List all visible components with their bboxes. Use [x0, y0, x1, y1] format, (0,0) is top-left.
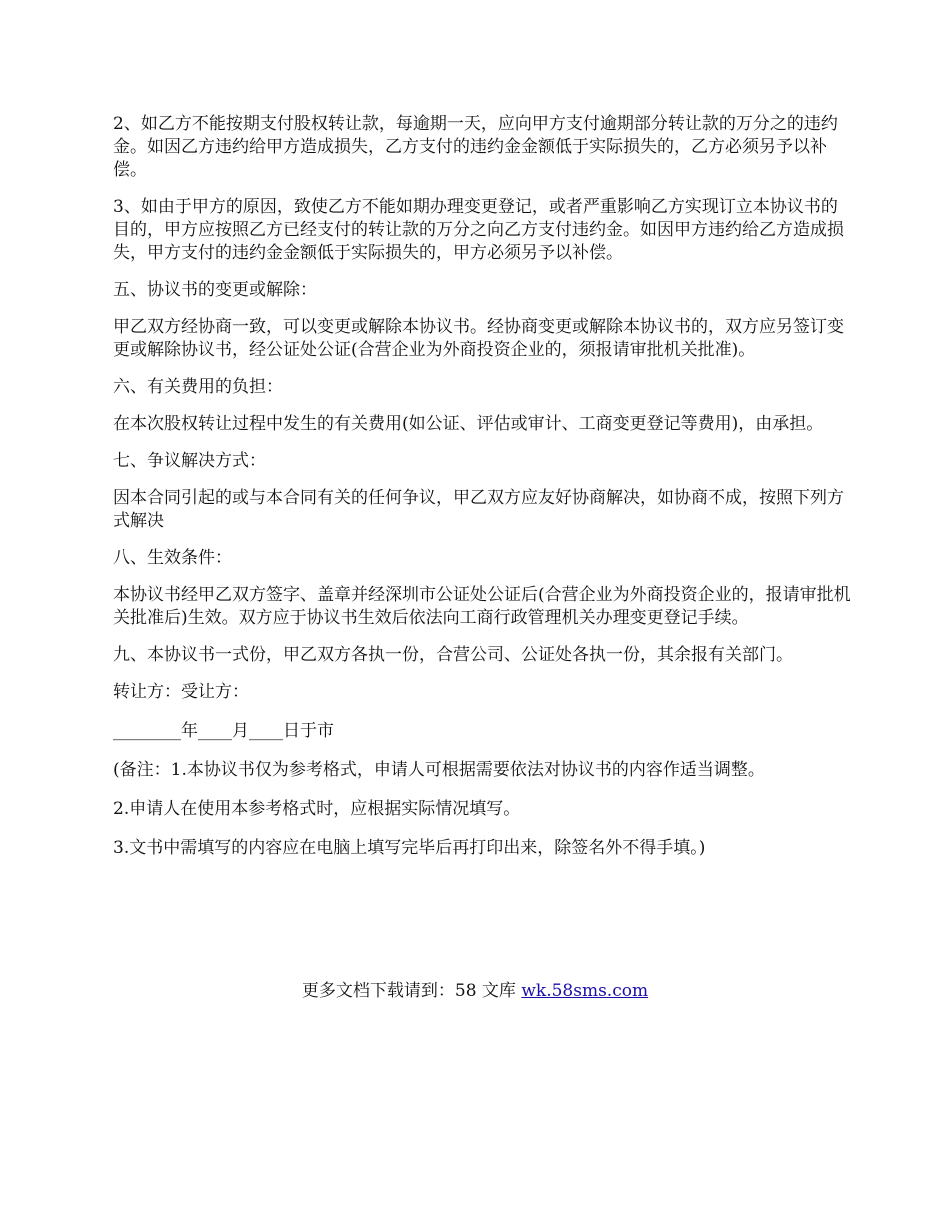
note-3: 3.文书中需填写的内容应在电脑上填写完毕后再打印出来，除签名外不得手填。)	[113, 838, 706, 858]
section-9-paragraph: 九、本协议书一式份，甲乙双方各执一份，合营公司、公证处各执一份，其余报有关部门。	[113, 645, 793, 665]
download-footer	[0, 980, 950, 1003]
section-6-paragraph: 在本次股权转让过程中发生的有关费用(如公证、评估或审计、工商变更登记等费用)，由承担。	[113, 414, 824, 434]
section-5-paragraph: 甲乙双方经协商一致，可以变更或解除本协议书。经协商变更或解除本协议书的，双方应另签订变更或解除协议书，经公证处公证(合营企业为外商投资企业的，须报请审批机关批准)。	[113, 317, 844, 360]
document-body	[113, 113, 853, 876]
footer-link[interactable]: wk.58sms.com	[521, 981, 649, 1001]
section-6-heading: 六、有关费用的负担：	[113, 377, 283, 397]
section-8-heading: 八、生效条件：	[113, 548, 232, 568]
section-8-paragraph: 本协议书经甲乙双方签字、盖章并经深圳市公证处公证后(合营企业为外商投资企业的，报请审批机关批准后)生效。双方应于协议书生效后依法向工商行政管理机关办理变更登记手续。	[113, 585, 851, 628]
section-7-heading: 七、争议解决方式：	[113, 451, 266, 471]
signature-parties-line: 转让方：受让方：	[113, 682, 249, 702]
signing-date-line: ________年____月____日于市	[113, 721, 334, 741]
clause-2-paragraph: 2、如乙方不能按期支付股权转让款，每逾期一天，应向甲方支付逾期部分转让款的万分之的违约金。如因乙方违约给甲方造成损失，乙方支付的违约金金额低于实际损失的，乙方必须另予以补偿。	[113, 114, 838, 180]
section-7-paragraph: 因本合同引起的或与本合同有关的任何争议，甲乙双方应友好协商解决，如协商不成，按照下列方式解决	[113, 488, 844, 531]
clause-3-paragraph: 3、如由于甲方的原因，致使乙方不能如期办理变更登记，或者严重影响乙方实现订立本协议书的目的，甲方应按照乙方已经支付的转让款的万分之向乙方支付违约金。如因甲方违约给乙方造成损失，甲方支付的违约金金额低于实际损失的，甲方必须另予以补偿。	[113, 197, 844, 263]
note-1: (备注：1.本协议书仅为参考格式，申请人可根据需要依法对协议书的内容作适当调整。	[113, 760, 765, 780]
note-2: 2.申请人在使用本参考格式时，应根据实际情况填写。	[113, 799, 521, 819]
section-5-heading: 五、协议书的变更或解除：	[113, 280, 317, 300]
footer-prefix: 更多文档下载请到：58 文库	[301, 981, 522, 1001]
